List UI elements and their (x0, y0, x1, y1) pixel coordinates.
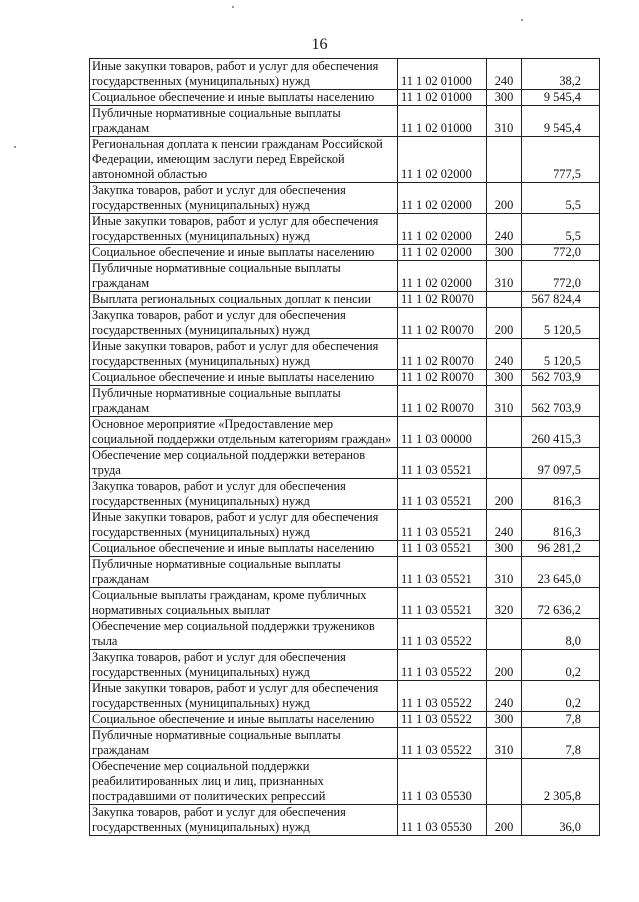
row-name: Публичные нормативные социальные выплаты гражданам (90, 106, 398, 137)
table-row (90, 183, 600, 214)
row-expense-type: 310 (487, 106, 522, 137)
row-sum: 816,3 (522, 510, 600, 541)
row-sum: 772,0 (522, 245, 600, 261)
row-code: 11 1 03 05522 (398, 681, 487, 712)
row-sum: 8,0 (522, 619, 600, 650)
row-name: Закупка товаров, работ и услуг для обеспечения государственных (муниципальных) нужд (90, 805, 398, 836)
row-name: Иные закупки товаров, работ и услуг для обеспечения государственных (муниципальных) нужд (90, 59, 398, 90)
row-name: Публичные нормативные социальные выплаты гражданам (90, 557, 398, 588)
table-row (90, 386, 600, 417)
row-sum: 816,3 (522, 479, 600, 510)
row-expense-type: 300 (487, 90, 522, 106)
table-row (90, 370, 600, 386)
row-code: 11 1 03 05530 (398, 805, 487, 836)
table-row (90, 759, 600, 805)
row-expense-type: 200 (487, 308, 522, 339)
row-sum: 562 703,9 (522, 370, 600, 386)
row-name: Обеспечение мер социальной поддержки тружеников тыла (90, 619, 398, 650)
row-code: 11 1 02 R0070 (398, 386, 487, 417)
row-code: 11 1 02 R0070 (398, 370, 487, 386)
row-expense-type (487, 759, 522, 805)
row-code: 11 1 02 01000 (398, 90, 487, 106)
row-code: 11 1 03 05522 (398, 728, 487, 759)
table-row (90, 805, 600, 836)
row-expense-type: 310 (487, 261, 522, 292)
row-sum: 38,2 (522, 59, 600, 90)
table-row (90, 712, 600, 728)
row-name: Обеспечение мер социальной поддержки реабилитированных лиц и лиц, признанных пострадавшими от политических репрессий (90, 759, 398, 805)
row-code: 11 1 03 05522 (398, 650, 487, 681)
row-sum: 562 703,9 (522, 386, 600, 417)
row-code: 11 1 02 02000 (398, 137, 487, 183)
table-row (90, 106, 600, 137)
row-expense-type: 200 (487, 650, 522, 681)
table-row (90, 557, 600, 588)
table-row (90, 728, 600, 759)
row-sum: 9 545,4 (522, 106, 600, 137)
row-expense-type: 240 (487, 214, 522, 245)
row-sum: 7,8 (522, 728, 600, 759)
row-sum: 5,5 (522, 214, 600, 245)
table-row (90, 137, 600, 183)
row-name: Социальное обеспечение и иные выплаты населению (90, 712, 398, 728)
row-code: 11 1 03 05521 (398, 448, 487, 479)
row-code: 11 1 03 05521 (398, 588, 487, 619)
row-code: 11 1 02 01000 (398, 59, 487, 90)
row-expense-type: 300 (487, 541, 522, 557)
row-name: Социальное обеспечение и иные выплаты населению (90, 541, 398, 557)
row-code: 11 1 02 01000 (398, 106, 487, 137)
row-expense-type: 200 (487, 805, 522, 836)
row-sum: 9 545,4 (522, 90, 600, 106)
row-name: Обеспечение мер социальной поддержки ветеранов труда (90, 448, 398, 479)
row-expense-type (487, 417, 522, 448)
row-code: 11 1 02 02000 (398, 261, 487, 292)
row-code: 11 1 02 02000 (398, 214, 487, 245)
row-code: 11 1 02 R0070 (398, 292, 487, 308)
row-sum: 567 824,4 (522, 292, 600, 308)
row-expense-type (487, 292, 522, 308)
row-expense-type (487, 448, 522, 479)
row-name: Социальное обеспечение и иные выплаты населению (90, 370, 398, 386)
row-name: Основное мероприятие «Предоставление мер социальной поддержки отдельным категориям граждан» (90, 417, 398, 448)
row-sum: 96 281,2 (522, 541, 600, 557)
row-code: 11 1 03 05522 (398, 712, 487, 728)
row-expense-type: 240 (487, 339, 522, 370)
row-expense-type (487, 619, 522, 650)
row-expense-type: 300 (487, 712, 522, 728)
row-name: Иные закупки товаров, работ и услуг для обеспечения государственных (муниципальных) нужд (90, 681, 398, 712)
row-sum: 5 120,5 (522, 339, 600, 370)
row-expense-type: 310 (487, 557, 522, 588)
row-sum: 772,0 (522, 261, 600, 292)
row-expense-type: 300 (487, 370, 522, 386)
page-number: 16 (311, 36, 328, 53)
scan-speck (521, 19, 523, 21)
row-expense-type: 240 (487, 59, 522, 90)
budget-table (89, 58, 600, 836)
row-code: 11 1 03 00000 (398, 417, 487, 448)
row-name: Иные закупки товаров, работ и услуг для обеспечения государственных (муниципальных) нужд (90, 510, 398, 541)
row-sum: 260 415,3 (522, 417, 600, 448)
row-name: Выплата региональных социальных доплат к пенсии (90, 292, 398, 308)
row-code: 11 1 02 R0070 (398, 339, 487, 370)
table-row (90, 245, 600, 261)
table-row (90, 214, 600, 245)
row-sum: 23 645,0 (522, 557, 600, 588)
row-expense-type: 240 (487, 681, 522, 712)
row-name: Закупка товаров, работ и услуг для обеспечения государственных (муниципальных) нужд (90, 650, 398, 681)
table-row (90, 308, 600, 339)
table-row (90, 619, 600, 650)
row-name: Закупка товаров, работ и услуг для обеспечения государственных (муниципальных) нужд (90, 183, 398, 214)
row-code: 11 1 03 05521 (398, 557, 487, 588)
scan-speck (14, 146, 16, 148)
row-expense-type: 320 (487, 588, 522, 619)
table-row (90, 510, 600, 541)
row-sum: 36,0 (522, 805, 600, 836)
row-code: 11 1 02 R0070 (398, 308, 487, 339)
table-row (90, 479, 600, 510)
table-row (90, 650, 600, 681)
row-name: Закупка товаров, работ и услуг для обеспечения государственных (муниципальных) нужд (90, 479, 398, 510)
row-sum: 5 120,5 (522, 308, 600, 339)
table-row (90, 261, 600, 292)
row-code: 11 1 03 05521 (398, 479, 487, 510)
row-expense-type (487, 137, 522, 183)
row-name: Социальное обеспечение и иные выплаты населению (90, 90, 398, 106)
row-expense-type: 240 (487, 510, 522, 541)
row-code: 11 1 03 05521 (398, 510, 487, 541)
row-code: 11 1 02 02000 (398, 245, 487, 261)
row-sum: 2 305,8 (522, 759, 600, 805)
table-row (90, 339, 600, 370)
row-name: Иные закупки товаров, работ и услуг для обеспечения государственных (муниципальных) нужд (90, 214, 398, 245)
row-sum: 0,2 (522, 681, 600, 712)
row-name: Закупка товаров, работ и услуг для обеспечения государственных (муниципальных) нужд (90, 308, 398, 339)
scan-speck (232, 6, 234, 8)
row-sum: 72 636,2 (522, 588, 600, 619)
row-expense-type: 200 (487, 183, 522, 214)
row-sum: 777,5 (522, 137, 600, 183)
row-sum: 5,5 (522, 183, 600, 214)
row-expense-type: 310 (487, 728, 522, 759)
table-row (90, 59, 600, 90)
table-row (90, 292, 600, 308)
row-sum: 97 097,5 (522, 448, 600, 479)
row-sum: 7,8 (522, 712, 600, 728)
row-expense-type: 310 (487, 386, 522, 417)
row-name: Иные закупки товаров, работ и услуг для обеспечения государственных (муниципальных) нужд (90, 339, 398, 370)
budget-table-body (90, 59, 600, 836)
row-code: 11 1 03 05522 (398, 619, 487, 650)
table-row (90, 541, 600, 557)
table-row (90, 90, 600, 106)
row-code: 11 1 03 05530 (398, 759, 487, 805)
table-row (90, 588, 600, 619)
table-row (90, 417, 600, 448)
row-sum: 0,2 (522, 650, 600, 681)
row-name: Публичные нормативные социальные выплаты гражданам (90, 728, 398, 759)
table-row (90, 448, 600, 479)
table-row (90, 681, 600, 712)
row-name: Социальное обеспечение и иные выплаты населению (90, 245, 398, 261)
row-code: 11 1 02 02000 (398, 183, 487, 214)
row-name: Публичные нормативные социальные выплаты гражданам (90, 386, 398, 417)
row-expense-type: 300 (487, 245, 522, 261)
row-name: Региональная доплата к пенсии гражданам Российской Федерации, имеющим заслуги перед Еврейской автономной областью (90, 137, 398, 183)
row-name: Социальные выплаты гражданам, кроме публичных нормативных социальных выплат (90, 588, 398, 619)
row-code: 11 1 03 05521 (398, 541, 487, 557)
row-name: Публичные нормативные социальные выплаты гражданам (90, 261, 398, 292)
row-expense-type: 200 (487, 479, 522, 510)
